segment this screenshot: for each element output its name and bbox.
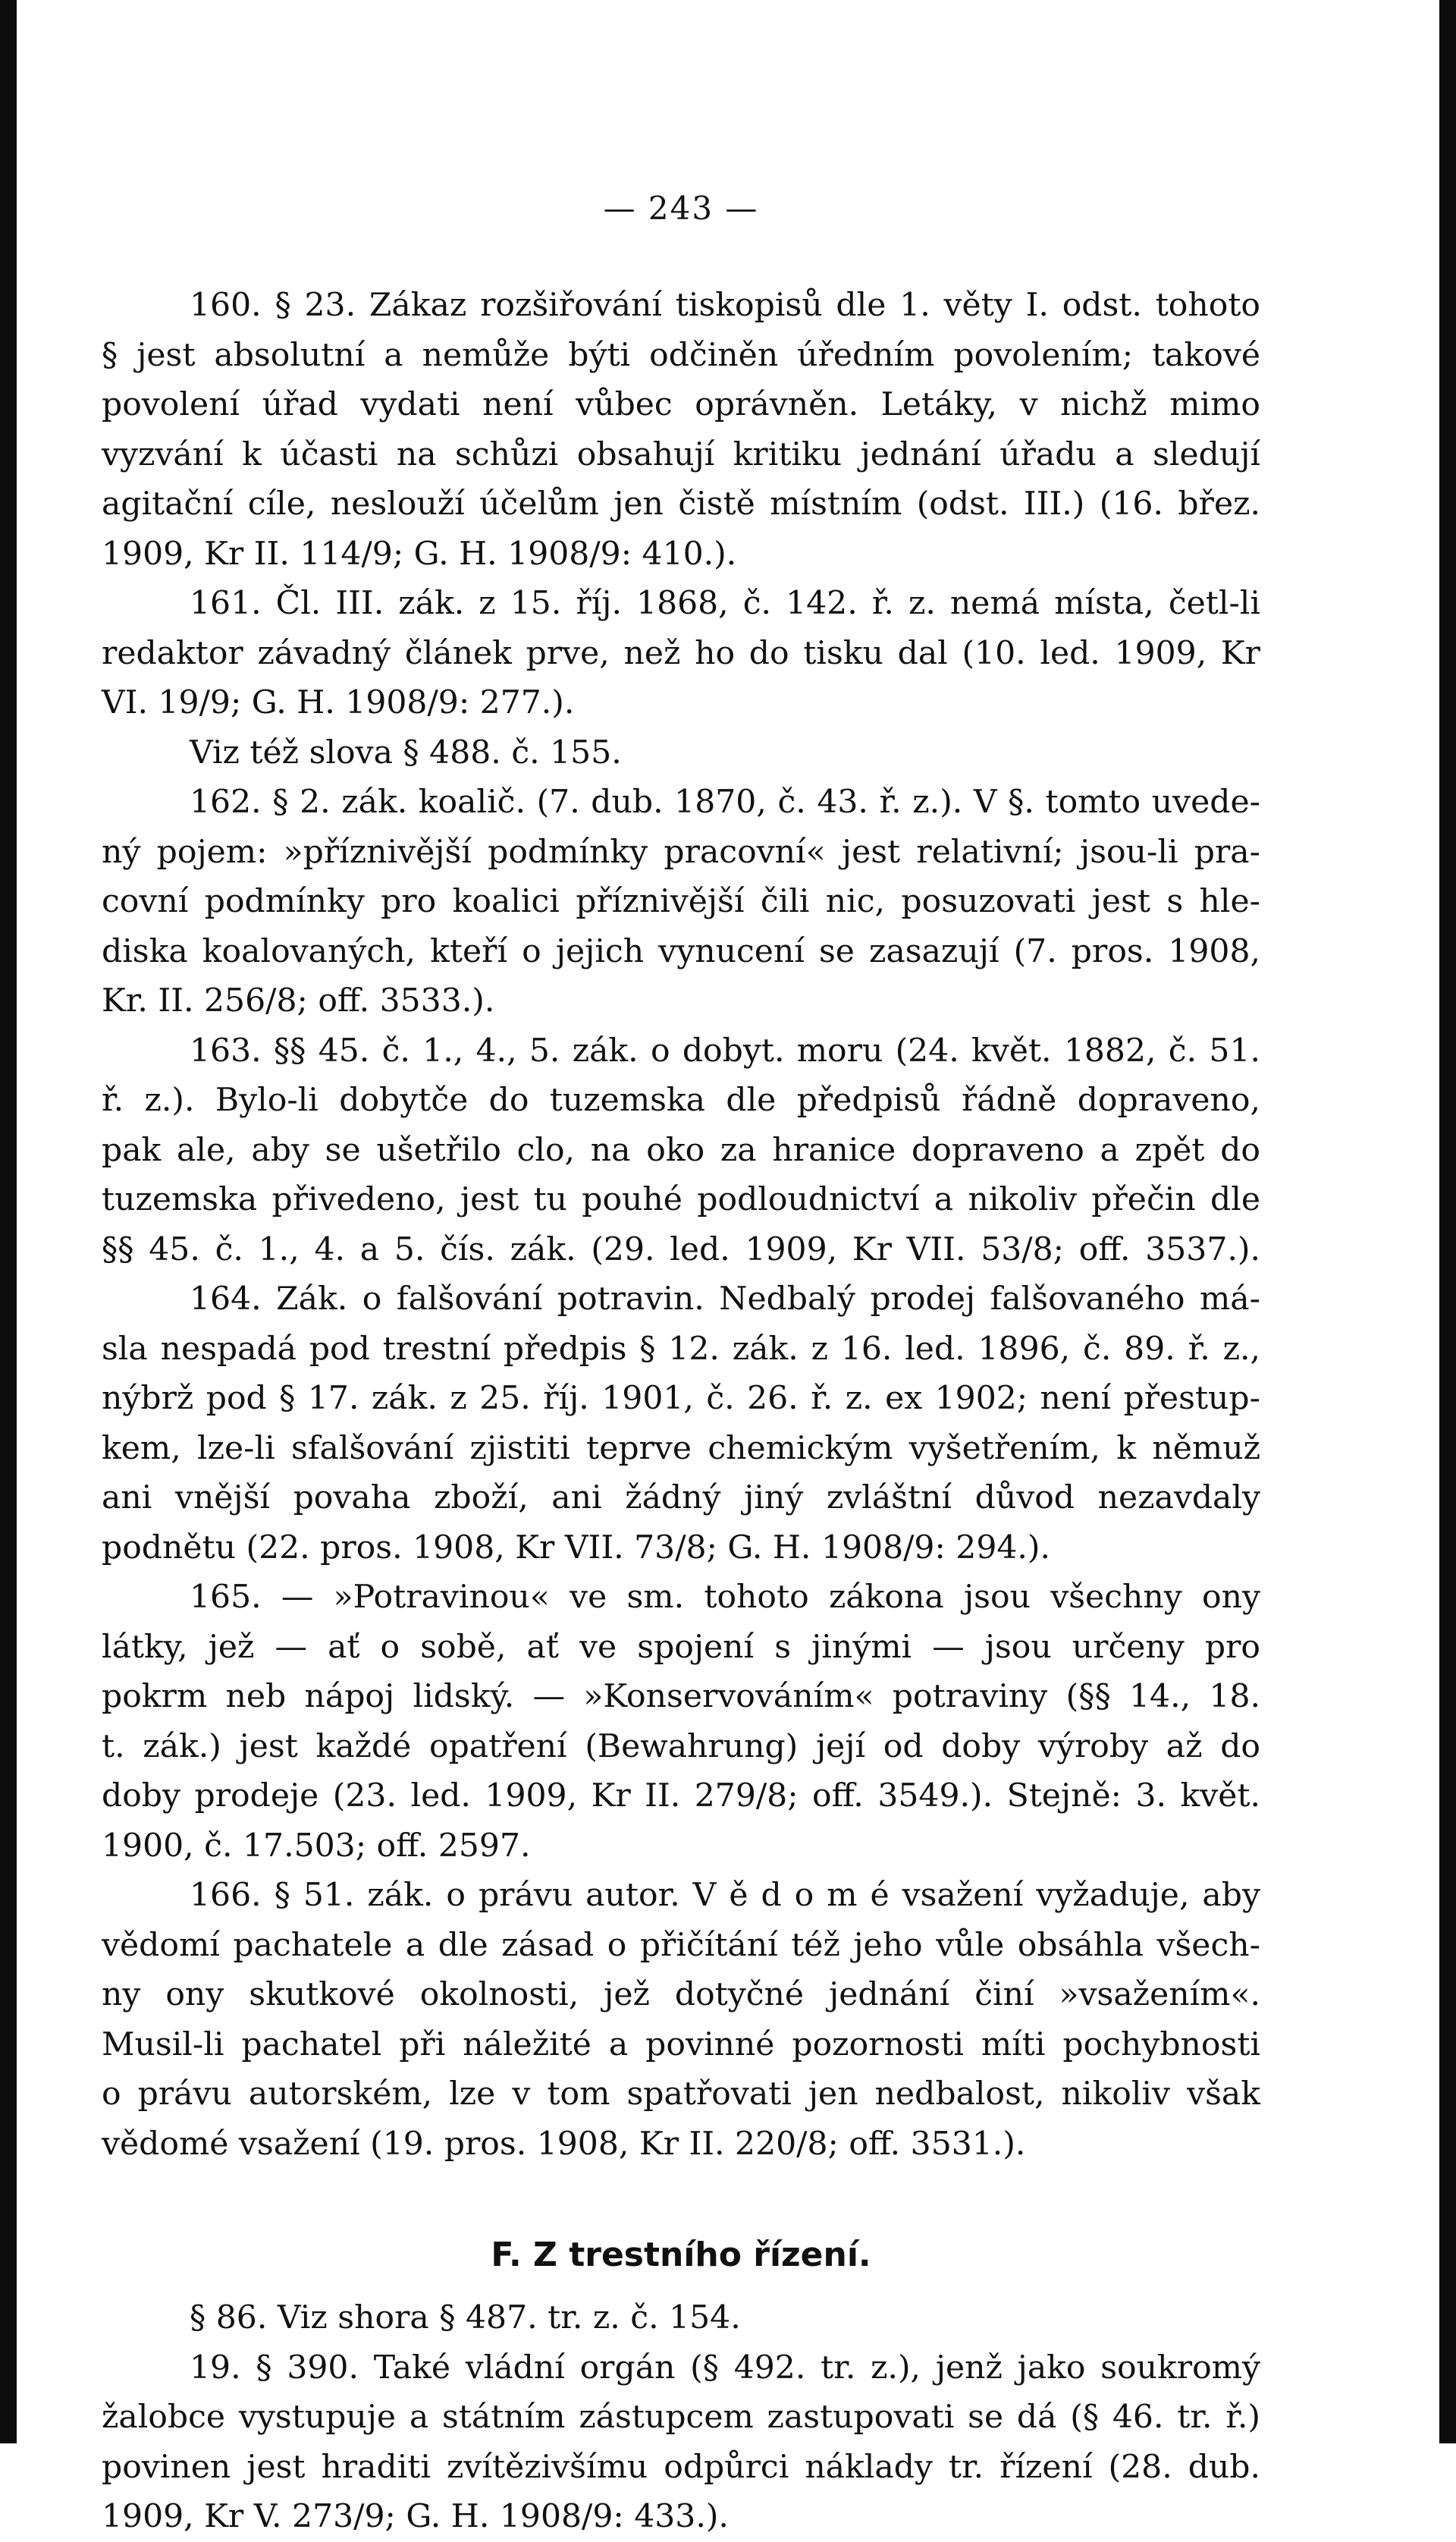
text-line: 1909, Kr V. 273/9; G. H. 1908/9: 433.). xyxy=(102,2498,729,2535)
text-line: 162. § 2. zák. koalič. (7. dub. 1870, č. 43. ř. z.). V §. tomto uvede- xyxy=(190,784,1260,821)
text-line: ř. z.). Bylo-li dobytče do tuzemska dle předpisů řádně dopraveno, xyxy=(102,1082,1260,1119)
text-line: 164. Zák. o falšování potravin. Nedbalý prodej falšovaného má- xyxy=(190,1280,1260,1318)
text-line: vyzvání k účasti na schůzi obsahují kritiku jednání úřadu a sledují xyxy=(102,435,1260,473)
text-line: ani vnější povaha zboží, ani žádný jiný zvláštní důvod nezavdaly xyxy=(102,1479,1260,1516)
text-line: 160. § 23. Zákaz rozšiřování tiskopisů dle 1. věty I. odst. tohoto xyxy=(190,287,1260,324)
text-line: 19. § 390. Také vládní orgán (§ 492. tr. z.), jenž jako soukromý xyxy=(190,2349,1260,2386)
text-line: o právu autorském, lze v tom spatřovati jen nedbalost, nikoliv však xyxy=(102,2075,1260,2113)
text-line: ny ony skutkové okolnosti, jež dotyčné jednání činí »vsažením«. xyxy=(102,1976,1260,2013)
text-line: agitační cíle, neslouží účelům jen čistě místním (odst. III.) (16. břez. xyxy=(102,485,1260,523)
text-line: žalobce vystupuje a státním zástupcem zastupovati se dá (§ 46. tr. ř.) xyxy=(102,2399,1260,2436)
text-line: sla nespadá pod trestní předpis § 12. zák. z 16. led. 1896, č. 89. ř. z., xyxy=(102,1330,1260,1368)
text-line: tuzemska přivedeno, jest tu pouhé podloudnictví a nikoliv přečin dle xyxy=(102,1181,1260,1218)
text-line: § jest absolutní a nemůže býti odčiněn úředním povolením; takové xyxy=(102,336,1260,374)
text-line: kem, lze-li sfalšování zjistiti teprve chemickým vyšetřením, k němuž xyxy=(102,1429,1260,1467)
text-line: nýbrž pod § 17. zák. z 25. říj. 1901, č. 26. ř. z. ex 1902; není přestup- xyxy=(102,1380,1260,1417)
section-heading: F. Z trestního řízení. xyxy=(491,2236,871,2274)
text-line: diska koalovaných, kteří o jejich vynucení se zasazují (7. pros. 1908, xyxy=(102,932,1260,970)
text-line: vědomí pachatele a dle zásad o přičítání též jeho vůle obsáhla všech- xyxy=(102,1926,1260,1964)
text-line: §§ 45. č. 1., 4. a 5. čís. zák. (29. led. 1909, Kr VII. 53/8; off. 3537.). xyxy=(102,1230,1260,1268)
text-line: doby prodeje (23. led. 1909, Kr II. 279/8; off. 3549.). Stejně: 3. květ. xyxy=(102,1777,1260,1815)
scan-border-left xyxy=(0,0,17,2443)
body-text xyxy=(102,281,1260,2542)
section-gap xyxy=(102,2169,1260,2217)
text-line: podnětu (22. pros. 1908, Kr VII. 73/8; G. H. 1908/9: 294.). xyxy=(102,1529,1051,1566)
text-line: pak ale, aby se ušetřilo clo, na oko za hranice dopraveno a zpět do xyxy=(102,1131,1260,1169)
text-line: Viz též slova § 488. č. 155. xyxy=(190,734,622,771)
text-line: 166. § 51. zák. o právu autor. V ě d o m é vsažení vyžaduje, aby xyxy=(190,1877,1260,1914)
text-line: látky, jež — ať o sobě, ať ve spojení s jinými — jsou určeny pro xyxy=(102,1628,1260,1666)
text-line: covní podmínky pro koalici příznivější čili nic, posuzovati jest s hle- xyxy=(102,883,1260,920)
text-line: ný pojem: »příznivější podmínky pracovní« jest relativní; jsou-li pra- xyxy=(102,833,1260,871)
text-line: 165. — »Potravinou« ve sm. tohoto zákona jsou všechny ony xyxy=(190,1579,1260,1616)
text-line: § 86. Viz shora § 487. tr. z. č. 154. xyxy=(190,2299,741,2336)
text-line: VI. 19/9; G. H. 1908/9: 277.). xyxy=(102,684,575,721)
text-line: redaktor závadný článek prve, než ho do tisku dal (10. led. 1909, Kr xyxy=(102,634,1260,672)
text-line: 161. Čl. III. zák. z 15. říj. 1868, č. 142. ř. z. nemá místa, četl-li xyxy=(190,585,1260,622)
text-line: t. zák.) jest každé opatření (Bewahrung) její od doby výroby až do xyxy=(102,1727,1260,1765)
text-line: povolení úřad vydati není vůbec oprávněn. Letáky, v nichž mimo xyxy=(102,386,1260,423)
text-line: 1900, č. 17.503; off. 2597. xyxy=(102,1827,531,1865)
page-number: — 243 — xyxy=(603,190,759,227)
text-line: povinen jest hraditi zvítězivšímu odpůrci náklady tr. řízení (28. dub. xyxy=(102,2448,1260,2486)
text-line: Kr. II. 256/8; off. 3533.). xyxy=(102,982,495,1020)
text-line: 1909, Kr II. 114/9; G. H. 1908/9: 410.). xyxy=(102,535,737,573)
text-line: pokrm neb nápoj lidský. — »Konservováním« potraviny (§§ 14., 18. xyxy=(102,1678,1260,1715)
text-line: vědomé vsažení (19. pros. 1908, Kr II. 220/8; off. 3531.). xyxy=(102,2125,1026,2163)
text-line: Musil-li pachatel při náležité a povinné pozornosti míti pochybnosti xyxy=(102,2025,1260,2063)
scan-border-right xyxy=(1439,0,1456,2443)
text-line: 163. §§ 45. č. 1., 4., 5. zák. o dobyt. moru (24. květ. 1882, č. 51. xyxy=(190,1032,1260,1070)
